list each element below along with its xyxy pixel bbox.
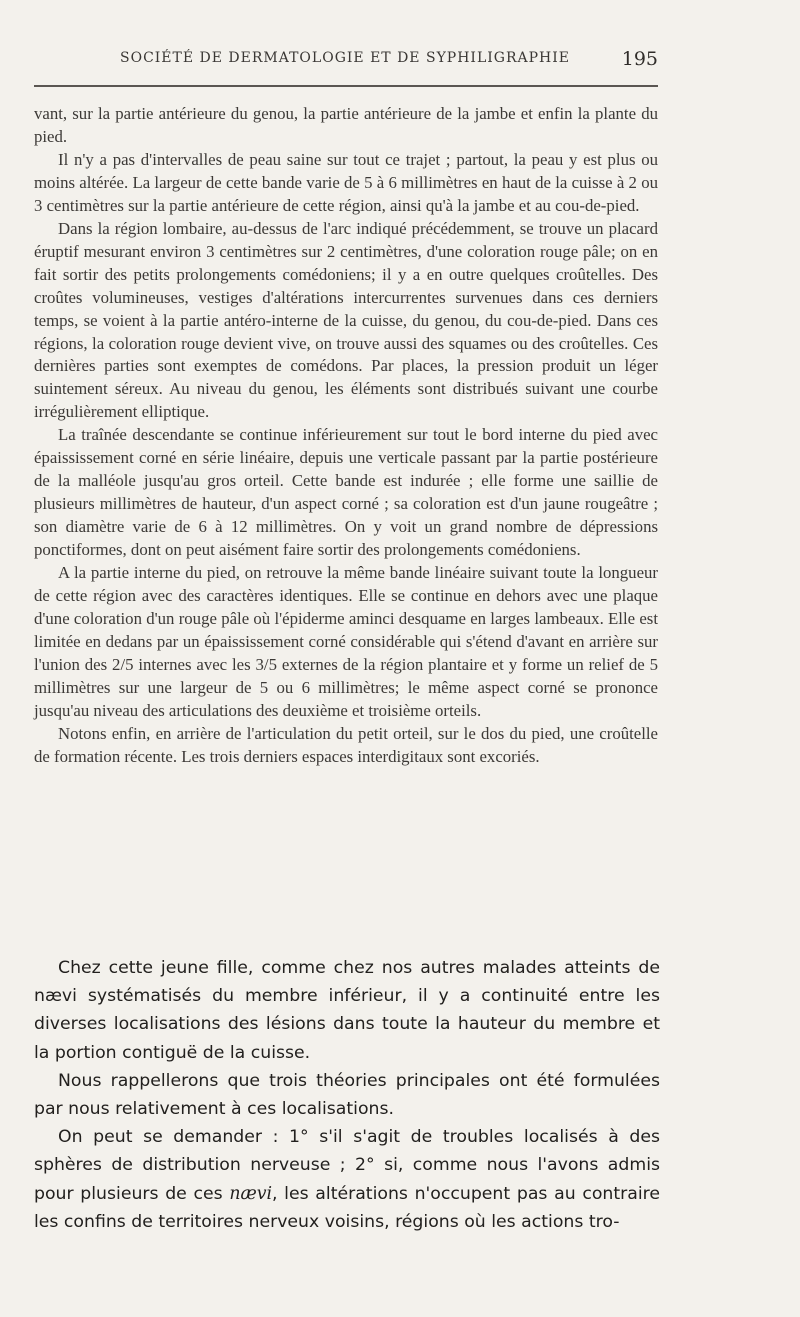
page-number: 195: [621, 48, 658, 70]
italic-term: nævi: [229, 1183, 272, 1204]
running-head: [120, 50, 658, 72]
paragraph: Notons enfin, en arrière de l'articulation du petit orteil, sur le dos du pied, une croûtelle de formation récente. Les trois derniers espaces interdigitaux sont excoriés.: [34, 723, 658, 766]
running-title: SOCIÉTÉ DE DERMATOLOGIE ET DE SYPHILIGRAPHIE: [120, 50, 571, 66]
text-run: , les altérations n'occupent pas au contraire les confins de territoires nerveux voisins, régions où les actions tro-: [34, 1183, 660, 1232]
discussion-text: [34, 954, 660, 1236]
paragraph: Nous rappellerons que trois théories principales ont été formulées par nous relativement à ces localisations.: [34, 1070, 660, 1120]
text-run: On peut se demander : 1° s'il s'agit de troubles localisés à des sphères de distribution nerveuse ; 2° si, comme nous l'avons admis pour plusieurs de ces: [34, 1127, 660, 1204]
paragraph: Chez cette jeune fille, comme chez nos autres malades atteints de nævi systématisés du membre inférieur, il y a continuité entre les diverses localisations des lésions dans toute la hauteur du membre et la portion contiguë de la cuisse.: [34, 958, 660, 1063]
paragraph: Dans la région lombaire, au-dessus de l'arc indiqué précédemment, se trouve un placard éruptif mesurant environ 3 centimètres sur 2 centimètres, d'une coloration rouge pâle; on en fait sortir des petits prolongements comédoniens; il y a en outre quelques croûtelles. Des croûtes volumineuses, vestiges d'altérations intercurrentes survenues dans ces derniers temps, se voient à la partie antéro-interne de la cuisse, du genou, du cou-de-pied. Dans ces régions, la coloration rouge devient vive, on trouve aussi des squames ou des croûtelles. Ces dernières parties sont exemptes de comédons. Par places, la pression produit un léger suintement séreux. Au niveau du genou, les éléments sont distribués suivant une courbe irrégulièrement elliptique.: [34, 218, 658, 422]
paragraph: Il n'y a pas d'intervalles de peau saine sur tout ce trajet ; partout, la peau y est plus ou moins altérée. La largeur de cette bande varie de 5 à 6 millimètres en haut de la cuisse à 2 ou 3 centimètres sur la partie antérieure de cette région, ainsi qu'à la jambe et au cou-de-pied.: [34, 149, 658, 215]
paragraph: A la partie interne du pied, on retrouve la même bande linéaire suivant toute la longueur de cette région avec des caractères identiques. Elle se continue en dehors avec une plaque d'une coloration d'un rouge pâle où l'épiderme aminci desquame en larges lambeaux. Elle est limitée en dedans par un épaississement corné considérable qui s'étend d'avant en arrière sur l'union des 2/5 internes avec les 3/5 externes de la région plantaire et y forme un relief de 5 millimètres sur une largeur de 5 ou 6 millimètres; le même aspect corné se prononce jusqu'au niveau des articulations des deuxième et troisième orteils.: [34, 563, 658, 720]
case-description-text: [34, 103, 658, 769]
paragraph: vant, sur la partie antérieure du genou, la partie antérieure de la jambe et enfin la plante du pied.: [34, 104, 658, 146]
paragraph: [34, 1123, 660, 1236]
paragraph: La traînée descendante se continue inférieurement sur tout le bord interne du pied avec épaississement corné en série linéaire, depuis une verticale passant par la partie postérieure de la malléole jusqu'au gros orteil. Cette bande est indurée ; elle forme une saillie de plusieurs millimètres de hauteur, d'un aspect corné ; sa coloration est d'un jaune rougeâtre ; son diamètre varie de 6 à 12 millimètres. On y voit un grand nombre de dépressions ponctiformes, dont on peut aisément faire sortir des prolongements comédoniens.: [34, 425, 658, 560]
header-rule: [34, 85, 658, 87]
